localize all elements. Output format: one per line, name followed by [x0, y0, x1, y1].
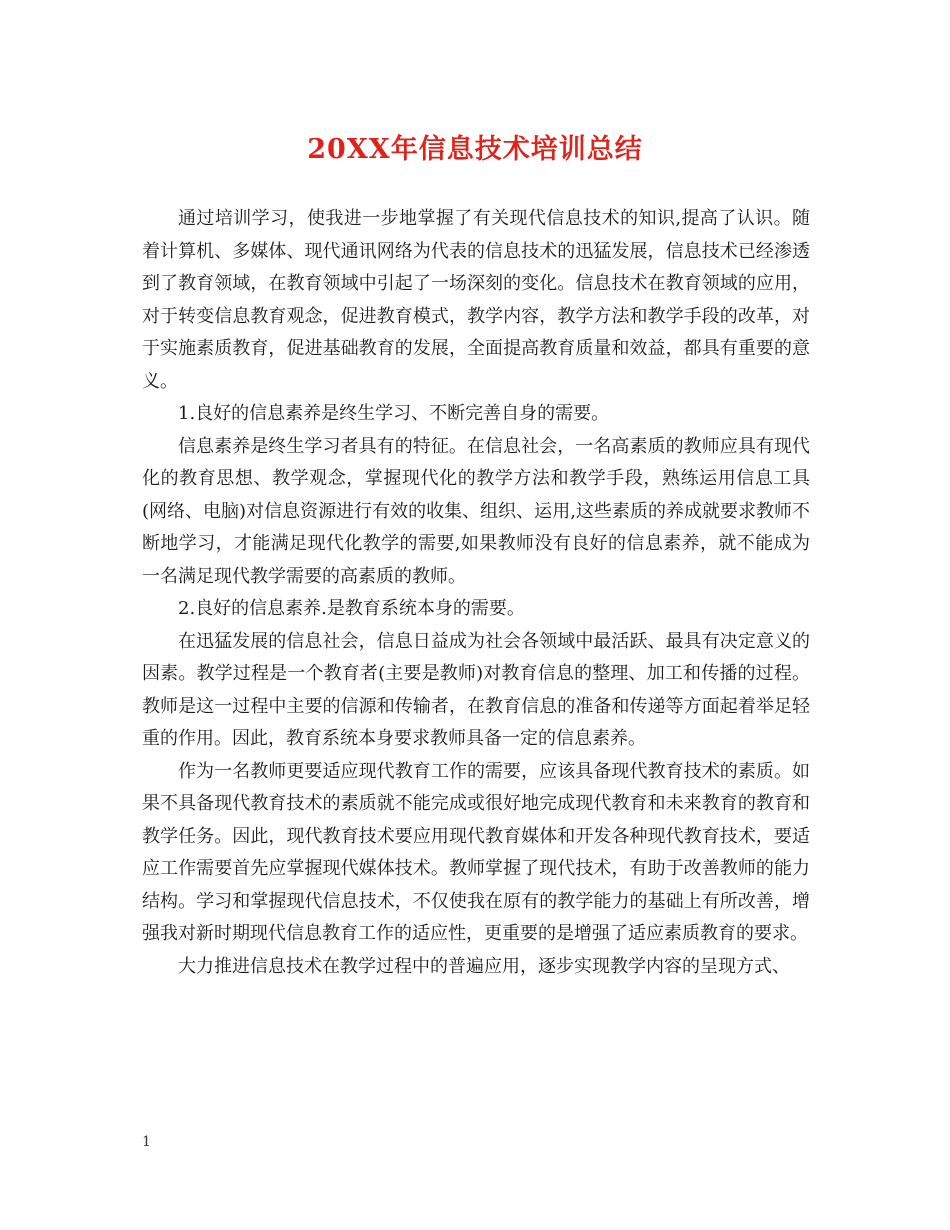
document-title: 20XX年信息技术培训总结 — [307, 134, 643, 165]
paragraph-heading: 1.良好的信息素养是终生学习、不断完善自身的需要。 — [178, 403, 610, 424]
paragraph: 作为一名教师更要适应现代教育工作的需要，应该具备现代教育技术的素质。如果不具备现代教育技术的素质就不能完成或很好地完成现代教育和未来教育的教育和教学任务。因此，现代教育技术要应用现代教育媒体和开发各种现代教育技术，要适应工作需要首先应掌握现代媒体技术。教师掌握了现代技术，有助于改善教师的能力结构。学习和掌握现代信息技术，不仅使我在原有的教学能力的基础上有所改善，增强我对新时期现代信息教育工作的适应性，更重要的是增强了适应素质教育的要求。 — [142, 760, 810, 944]
paragraph-heading: 2.良好的信息素养.是教育系统本身的需要。 — [178, 598, 525, 619]
paragraph: 大力推进信息技术在教学过程中的普遍应用，逐步实现教学内容的呈现方式、 — [178, 955, 790, 977]
page-number: 1 — [142, 1134, 151, 1150]
paragraph: 信息素养是终生学习者具有的特征。在信息社会，一名高素质的教师应具有现代化的教育思想、教学观念，掌握现代化的教学方法和教学手段，熟练运用信息工具(网络、电脑)对信息资源进行有效的收集、组织、运用,这些素质的养成就要求教师不断地学习，才能满足现代化教学的需要,如果教师没有良好的信息素养，就不能成为一名满足现代教学需要的高素质的教师。 — [142, 435, 810, 587]
paragraph: 在迅猛发展的信息社会，信息日益成为社会各领域中最活跃、最具有决定意义的因素。教学过程是一个教育者(主要是教师)对教育信息的整理、加工和传播的过程。教师是这一过程中主要的信源和传输者，在教育信息的准备和传递等方面起着举足轻重的作用。因此，教育系统本身要求教师具备一定的信息素养。 — [142, 630, 810, 749]
paragraph: 通过培训学习，使我进一步地掌握了有关现代信息技术的知识,提高了认识。随着计算机、多媒体、现代通讯网络为代表的信息技术的迅猛发展，信息技术已经渗透到了教育领域，在教育领域中引起了一场深刻的变化。信息技术在教育领域的应用，对于转变信息教育观念，促进教育模式，教学内容，教学方法和教学手段的改革，对于实施素质教育，促进基础教育的发展，全面提高教育质量和效益，都具有重要的意义。 — [142, 208, 810, 392]
document-body — [142, 203, 810, 983]
